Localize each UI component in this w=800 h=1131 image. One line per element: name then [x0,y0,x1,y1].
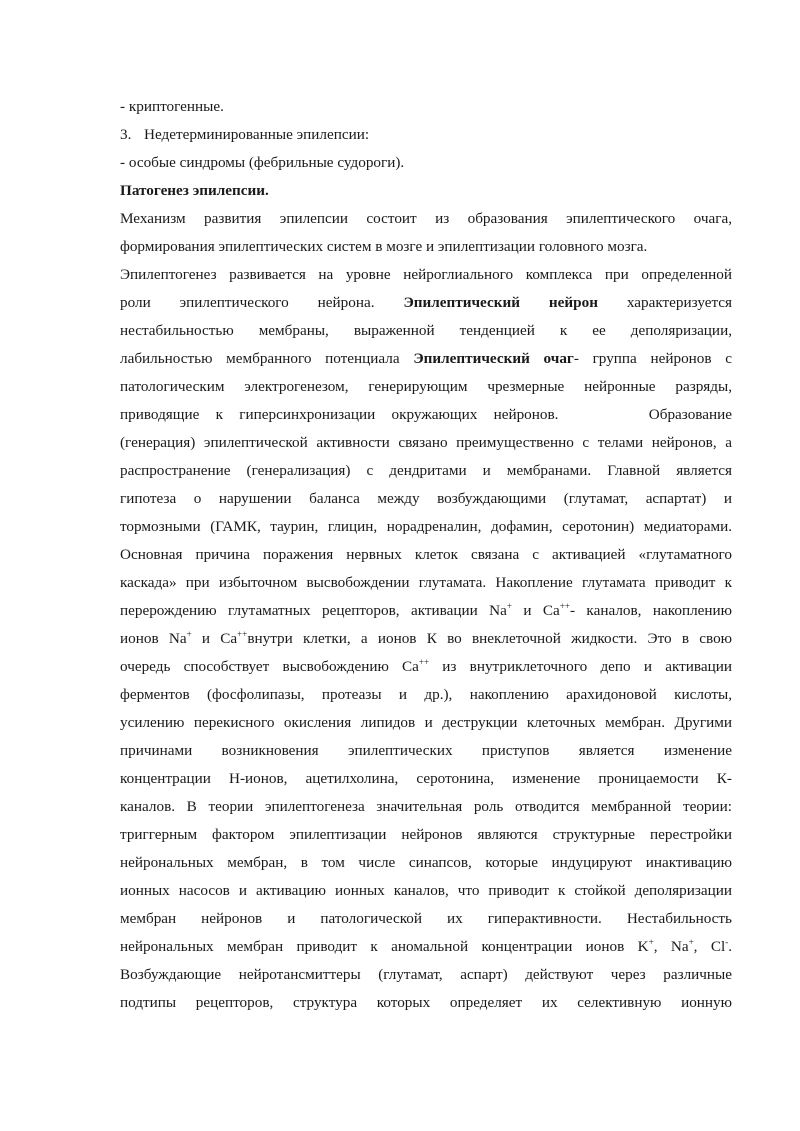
paragraph-line: патологическим электрогенезом, генерирующим чрезмерные нейронные разряды, [120,378,732,395]
superscript: + [688,937,694,947]
text-run: . [728,938,732,955]
bold-term: Эпилептический нейрон [403,294,598,311]
list-item-text: Недетерминированные эпилепсии: [144,126,370,143]
text-run: ионов Na [120,630,187,647]
paragraph-line: каскада» при избыточном высвобождении глутамата. Накопление глутамата приводит к [120,574,732,591]
list-number: 3. [120,126,132,143]
paragraph-line: Механизм развития эпилепсии состоит из образования эпилептического очага, [120,210,732,227]
section-heading [120,177,732,205]
paragraph-line: тормозными (ГАМК, таурин, глицин, норадреналин, дофамин, серотонин) медиаторами. [120,518,732,535]
text-run: характеризуется [626,294,733,311]
text-run: нейрональных мембран приводит к аномальной концентрации ионов K [120,938,649,955]
paragraph-line: усилению перекисного окисления липидов и деструкции клеточных мембран. Другими [120,714,732,731]
superscript: ++ [237,629,248,639]
paragraph-line [120,625,732,653]
text-run: приводящие к гиперсинхронизации окружающих нейронов. [120,406,559,423]
paragraph-line: гипотеза о нарушении баланса между возбуждающими (глутамат, аспартат) и [120,490,732,507]
paragraph-line [120,401,732,429]
list-item-cryptogenic: - криптогенные. [120,98,224,115]
text-run: перерождению глутаматных рецепторов, активации Na [120,602,507,619]
text-run: внутри клетки, а ионов К во внеклеточной жидкости. Это в свою [247,630,733,647]
paragraph-line [120,653,732,681]
paragraph-line: Эпилептогенез развивается на уровне нейроглиального комплекса при определенной [120,266,732,283]
paragraph-line: подтипы рецепторов, структура которых определяет их селективную ионную [120,994,732,1011]
text-run: , Na [653,938,689,955]
text-run: роли эпилептического нейрона. [120,294,375,311]
paragraph-line: (генерация) эпилептической активности связано преимущественно с телами нейронов, а [120,434,732,451]
paragraph-line: триггерным фактором эпилептизации нейронов являются структурные перестройки [120,826,732,843]
heading-text: Патогенез эпилепсии. [120,182,269,199]
paragraph-line: Возбуждающие нейротансмиттеры (глутамат, аспарт) действуют через различные [120,966,732,983]
paragraph-line: нестабильностью мембраны, выраженной тенденцией к ее деполяризации, [120,322,732,339]
list-item-special-syndromes: - особые синдромы (фебрильные судороги). [120,154,405,171]
paragraph-line [120,597,732,625]
paragraph-line [120,345,732,373]
bold-term: Эпилептический очаг [413,350,574,367]
paragraph-line: причинами возникновения эпилептических приступов является изменение [120,742,732,759]
text-run: , Cl [693,938,726,955]
text-run: Образование [648,406,732,423]
text-run: лабильностью мембранного потенциала [120,350,400,367]
text-run: - группа нейронов с [573,350,733,367]
paragraph-line: формирования эпилептических систем в мозге и эпилептизации головного мозга. [120,238,648,255]
paragraph-line: каналов. В теории эпилептогенеза значительная роль отводится мембранной теории: [120,798,732,815]
text-run: и Ca [523,602,560,619]
superscript: ++ [418,657,430,667]
paragraph-line [120,933,732,961]
paragraph-line: распространение (генерализация) с дендритами и мембранами. Главной является [120,462,732,479]
paragraph-line: ионных насосов и активацию ионных каналов, что приводит к стойкой деполяризации [120,882,732,899]
paragraph-line: мембран нейронов и патологической их гиперактивности. Нестабильность [120,910,732,927]
superscript: ++ [559,601,570,611]
text-run: из внутриклеточного депо и активации [442,658,732,675]
paragraph-line: концентрации Н-ионов, ацетилхолина, серотонина, изменение проницаемости К- [120,770,732,787]
superscript: + [648,937,654,947]
text-run: и Ca [201,630,238,647]
text-run: - каналов, накоплению [569,602,732,619]
list-item-undetermined [120,121,732,149]
paragraph-line: нейрональных мембран, в том числе синапсов, которые индуцируют инактивацию [120,854,732,871]
superscript: + [506,601,512,611]
superscript: - [725,937,729,947]
superscript: + [186,629,192,639]
paragraph-line [120,289,732,317]
document-body [120,93,732,1017]
text-run: очередь способствует высвобождению Ca [120,658,419,675]
paragraph-line: Основная причина поражения нервных клеток связана с активацией «глутаматного [120,546,732,563]
paragraph-line: ферментов (фосфолипазы, протеазы и др.), накоплению арахидоновой кислоты, [120,686,732,703]
